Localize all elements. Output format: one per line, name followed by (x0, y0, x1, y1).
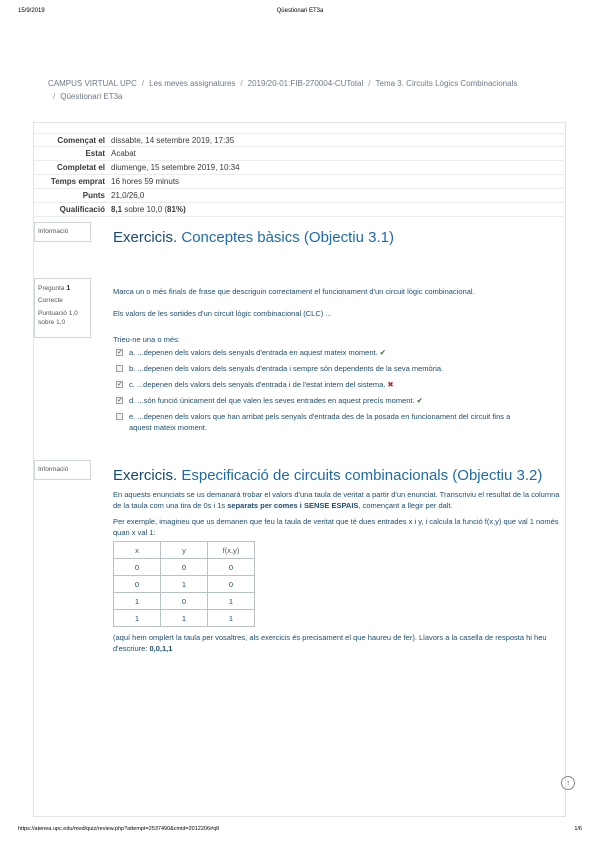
truth-table-cell: 1 (114, 610, 161, 627)
arrow-up-icon: ↑ (566, 778, 570, 787)
checkbox-unchecked[interactable] (116, 413, 123, 420)
attempt-summary-table (34, 133, 564, 217)
answer-option-c[interactable] (113, 379, 513, 390)
truth-table-cell: 0 (161, 593, 208, 610)
question-score-line1: Puntuació 1,0 (38, 310, 78, 317)
truth-table-row (114, 559, 255, 576)
truth-table-cell: 1 (161, 576, 208, 593)
truth-table-cell: 0 (114, 559, 161, 576)
option-content (129, 347, 386, 358)
breadcrumb-separator: / (368, 79, 371, 88)
option-content (129, 395, 423, 406)
option-text: c. ...depenen dels valors dels senyals d'entrada i de l'estat intern del sistema. (129, 380, 386, 389)
checkbox-checked[interactable] (116, 397, 123, 404)
print-title: Qüestionari ET3a (276, 8, 324, 14)
instructions-text: En aquests enunciats se us demanarà trobar el valors d'una taula de veritat a partir d'un enunciat. Transcriviu el resultat de la columna de la taula com una tira de 0s i 1s (113, 490, 560, 510)
instructions-text: (aquí hem omplert la taula per vosaltres, als exercicis és precisament el que haureu de fer). Llavors a la casella de resposta hi heu d'escriure: (113, 633, 547, 653)
breadcrumb-separator: / (53, 92, 56, 101)
section-title-1 (113, 229, 394, 246)
question-score-line2: sobre 1,0 (38, 319, 66, 326)
info-label: Informació (38, 228, 69, 235)
checkbox-checked[interactable] (116, 381, 123, 388)
section-title-text: Conceptes bàsics (Objectiu 3.1) (177, 229, 394, 246)
truth-table-cell: 1 (161, 610, 208, 627)
answer-option-d[interactable] (113, 395, 513, 406)
truth-table-header: x (114, 542, 161, 559)
print-header (18, 8, 582, 20)
question-number-value: 1 (66, 283, 71, 292)
section-title-text: Especificació de circuits combinacionals (Objectiu 3.2) (177, 467, 543, 484)
option-text: b. ...depenen dels valors dels senyals d'entrada i sempre són dependents de la seva memòria. (129, 364, 444, 373)
truth-table-cell: 1 (208, 593, 255, 610)
question-prompt: Marca un o més finals de frase que descriguin correctament el funcionament d'un circuit lògic combinacional. (113, 287, 475, 296)
info-label: Informació (38, 466, 69, 473)
summary-label: Estat (85, 149, 105, 158)
checkbox-unchecked[interactable] (116, 365, 123, 372)
truth-table-cell: 0 (114, 576, 161, 593)
truth-table-row (114, 610, 255, 627)
info-box-1 (34, 222, 91, 242)
question-number (38, 283, 87, 293)
option-text: e. ...depenen dels valors que han arribat pels senyals d'entrada des de la posada en funcionament del circuit fins a aquest mateix moment. (129, 412, 511, 432)
section-title-2 (113, 467, 542, 484)
truth-table-cell: 1 (114, 593, 161, 610)
question-info-box (34, 278, 91, 338)
grade-value: 8,1 (111, 205, 123, 214)
summary-row-completed (34, 161, 564, 175)
breadcrumb (48, 77, 558, 103)
instructions-paragraph-1 (113, 489, 563, 511)
truth-table-header: y (161, 542, 208, 559)
section-title-prefix: Exercicis. (113, 229, 178, 246)
print-date: 15/9/2019 (18, 8, 45, 14)
breadcrumb-course[interactable]: 2019/20-01:FIB-270004-CUTotal (247, 79, 364, 88)
answer-option-b[interactable] (113, 363, 513, 374)
question-choose: Trieu-ne una o més: (113, 335, 180, 344)
summary-value: diumenge, 15 setembre 2019, 10:34 (111, 163, 240, 172)
question-stem: Els valors de les sortides d'un circuit lògic combinacional (CLC) ... (113, 309, 332, 318)
truth-table-cell: 1 (208, 610, 255, 627)
option-text: d. ...són funció únicament del que valen les seves entrades en aquest precís moment. (129, 396, 415, 405)
question-state: Correcte (38, 297, 63, 304)
summary-label: Punts (82, 191, 105, 200)
breadcrumb-campus[interactable]: CAMPUS VIRTUAL UPC (48, 79, 137, 88)
correct-icon: ✔ (416, 396, 423, 405)
summary-row-started (34, 133, 564, 147)
summary-row-points (34, 189, 564, 203)
breadcrumb-quiz[interactable]: Qüestionari ET3a (60, 92, 123, 101)
truth-table-cell: 0 (161, 559, 208, 576)
truth-table-header-row (114, 542, 255, 559)
summary-value: Acabat (111, 149, 136, 158)
section-title-prefix: Exercicis. (113, 467, 178, 484)
instructions-paragraph-3 (113, 632, 563, 654)
truth-table (113, 541, 255, 627)
breadcrumb-separator: / (141, 79, 145, 88)
example-answer: 0,0,1,1 (149, 644, 173, 653)
summary-row-time (34, 175, 564, 189)
print-url: https://atenea.upc.edu/mod/quiz/review.php?attempt=2537490&cmid=2012206#q8 (18, 826, 220, 832)
truth-table-cell: 0 (208, 559, 255, 576)
truth-table-header: f(x,y) (208, 542, 255, 559)
print-page-number: 1/6 (574, 826, 582, 832)
scroll-to-top-button[interactable] (561, 776, 575, 790)
option-content (129, 379, 394, 390)
truth-table-row (114, 576, 255, 593)
breadcrumb-separator: / (240, 79, 243, 88)
summary-value: 16 hores 59 minuts (111, 177, 180, 186)
instructions-emphasis: separats per comes i SENSE ESPAIS (227, 501, 359, 510)
summary-value: dissabte, 14 setembre 2019, 17:35 (111, 135, 235, 145)
answer-option-a[interactable] (113, 347, 513, 358)
summary-label: Completat el (56, 163, 105, 172)
summary-value (111, 205, 186, 214)
grade-text: sobre 10,0 ( (122, 205, 168, 214)
checkbox-checked[interactable] (116, 349, 123, 356)
correct-icon: ✔ (379, 348, 386, 357)
grade-percent-end: %) (175, 205, 186, 214)
truth-table-row (114, 593, 255, 610)
breadcrumb-my-courses[interactable]: Les meves assignatures (149, 79, 236, 88)
summary-row-grade (34, 203, 564, 217)
incorrect-icon: ✖ (387, 380, 394, 389)
info-box-2 (34, 460, 91, 480)
question-label: Pregunta (38, 285, 65, 292)
answer-option-e[interactable] (113, 411, 513, 433)
summary-row-state (34, 147, 564, 161)
breadcrumb-topic[interactable]: Tema 3. Circuits Lògics Combinacionals (375, 79, 518, 88)
truth-table-cell: 0 (208, 576, 255, 593)
print-footer (18, 826, 582, 838)
grade-percent: 81 (167, 205, 176, 214)
summary-label: Començat el (57, 135, 105, 145)
option-text: a. ...depenen dels valors dels senyals d'entrada en aquest mateix moment. (129, 348, 378, 357)
summary-label: Temps emprat (50, 177, 105, 186)
instructions-paragraph-2: Per exemple, imagineu que us demanen que feu la taula de veritat que té dues entrades x i y, i calcula la funció f(x,y) que val 1 només quan x val 1: (113, 517, 559, 537)
summary-value: 21,0/26,0 (111, 191, 145, 200)
instructions-text: , començant a llegir per dalt. (358, 501, 453, 510)
answer-options (113, 347, 513, 438)
summary-label: Qualificació (59, 205, 105, 214)
